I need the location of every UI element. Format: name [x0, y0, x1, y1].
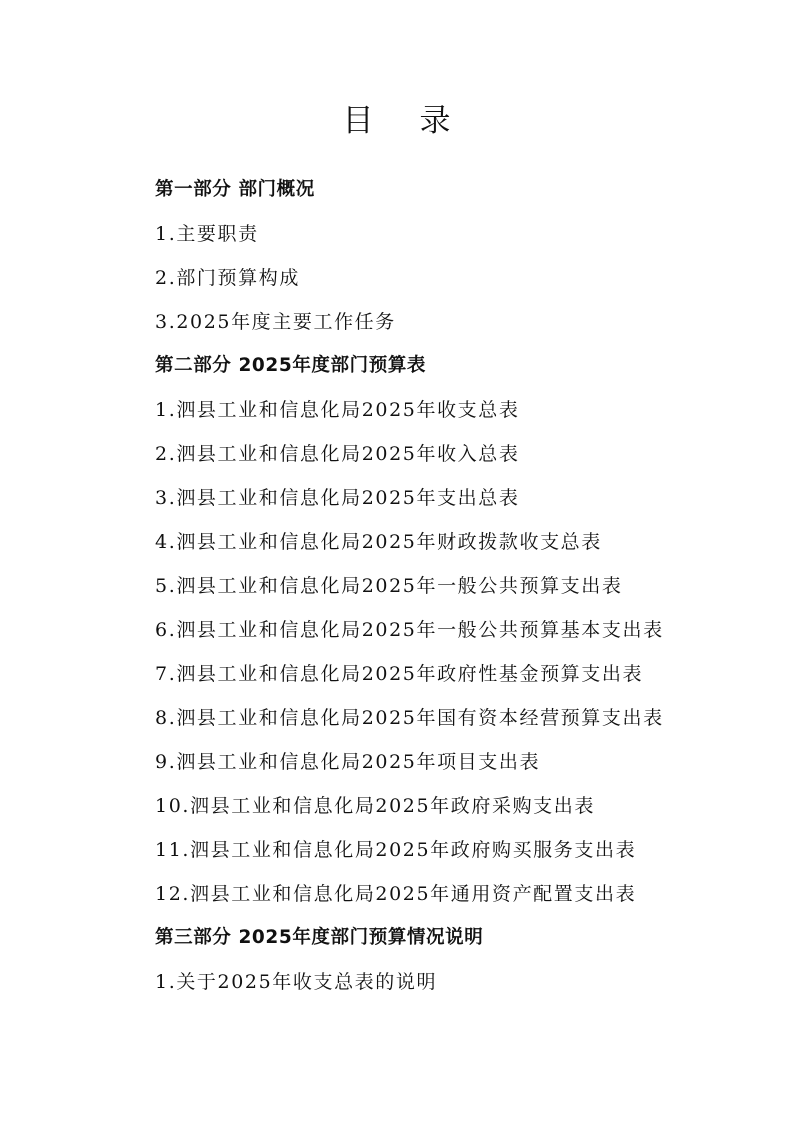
toc-item: 12.泗县工业和信息化局2025年通用资产配置支出表	[155, 883, 637, 905]
toc-item: 2.泗县工业和信息化局2025年收入总表	[155, 443, 520, 465]
toc-item: 7.泗县工业和信息化局2025年政府性基金预算支出表	[155, 663, 644, 685]
page-title: 目录	[342, 103, 497, 139]
toc-item: 10.泗县工业和信息化局2025年政府采购支出表	[155, 795, 595, 817]
section-heading-1: 第一部分 部门概况	[155, 179, 315, 200]
toc-item: 3.2025年度主要工作任务	[155, 311, 396, 333]
table-of-contents	[155, 168, 755, 1004]
toc-item: 11.泗县工业和信息化局2025年政府购买服务支出表	[155, 839, 637, 861]
toc-item: 1.主要职责	[155, 223, 259, 245]
toc-item: 6.泗县工业和信息化局2025年一般公共预算基本支出表	[155, 619, 664, 641]
toc-item: 2.部门预算构成	[155, 267, 300, 289]
toc-item: 1.关于2025年收支总表的说明	[155, 971, 438, 993]
toc-item: 9.泗县工业和信息化局2025年项目支出表	[155, 751, 541, 773]
toc-item: 1.泗县工业和信息化局2025年收支总表	[155, 399, 520, 421]
section-heading-3: 第三部分 2025年度部门预算情况说明	[155, 927, 484, 948]
section-heading-2: 第二部分 2025年度部门预算表	[155, 355, 427, 376]
toc-item: 8.泗县工业和信息化局2025年国有资本经营预算支出表	[155, 707, 664, 729]
toc-item: 4.泗县工业和信息化局2025年财政拨款收支总表	[155, 531, 602, 553]
toc-item: 3.泗县工业和信息化局2025年支出总表	[155, 487, 520, 509]
toc-item: 5.泗县工业和信息化局2025年一般公共预算支出表	[155, 575, 623, 597]
